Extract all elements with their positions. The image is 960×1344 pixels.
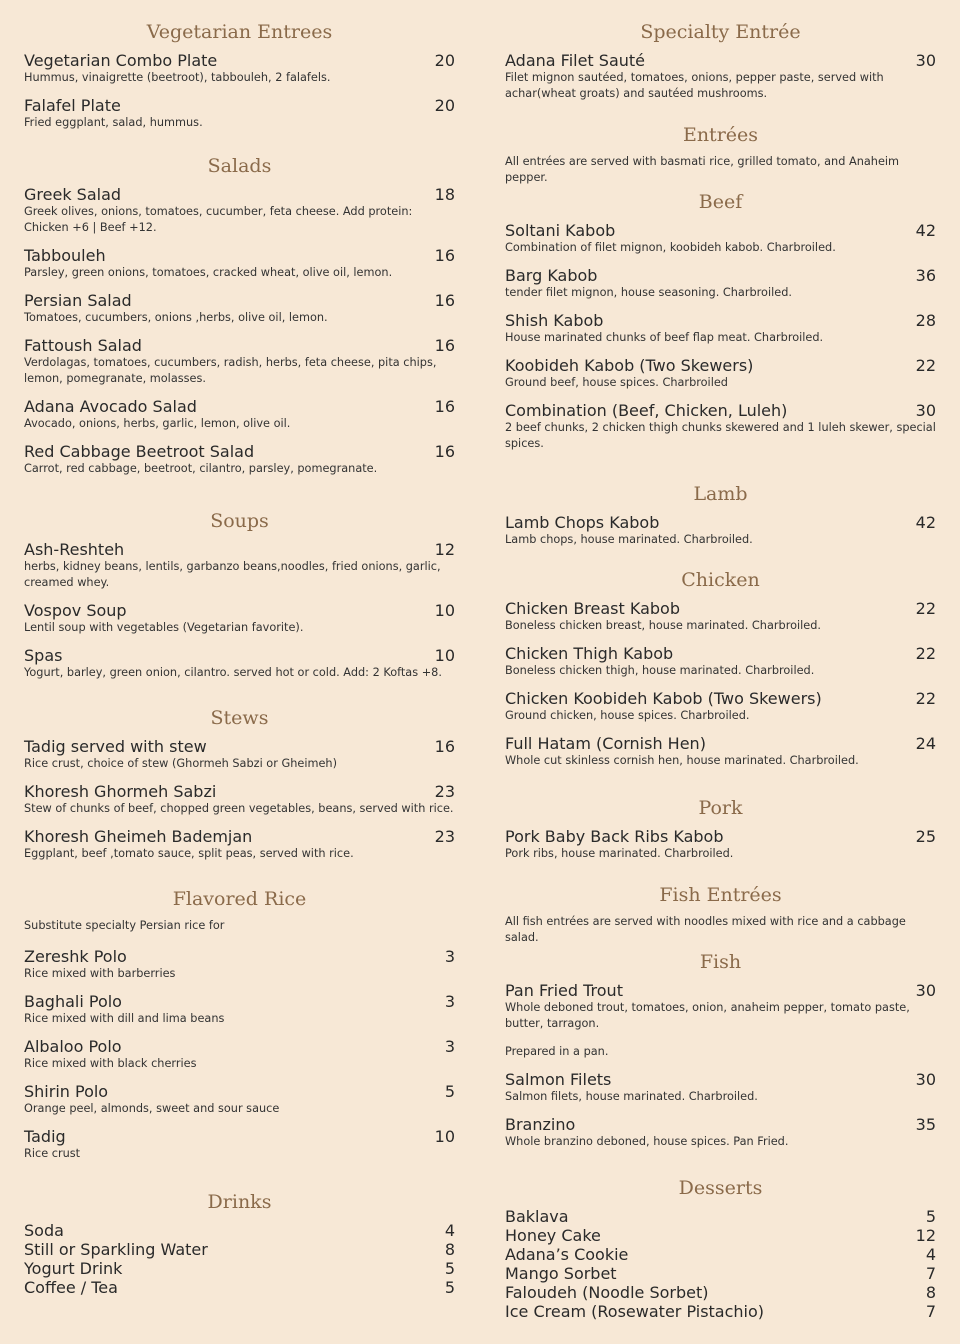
menu-item <box>505 1226 936 1245</box>
item-description: Rice mixed with dill and lima beans <box>24 1012 225 1025</box>
item-description: Whole branzino deboned, house spices. Pan Fried. <box>505 1135 789 1148</box>
item-description: Lamb chops, house marinated. Charbroiled. <box>505 533 753 546</box>
item-name: Baghali Polo <box>24 992 122 1011</box>
item-description: Rice crust <box>24 1147 81 1160</box>
item-name: Adana Avocado Salad <box>24 397 197 416</box>
menu-item <box>24 291 455 326</box>
menu-item <box>505 1070 936 1105</box>
section-vegetarian <box>24 20 455 141</box>
menu-item <box>24 1221 455 1240</box>
item-price: 23 <box>434 782 455 801</box>
item-price: 22 <box>915 644 936 663</box>
item-name: Mango Sorbet <box>505 1264 617 1283</box>
item-description: Parsley, green onions, tomatoes, cracked wheat, olive oil, lemon. <box>24 266 393 279</box>
menu-item <box>24 1082 455 1117</box>
item-name: Falafel Plate <box>24 96 121 115</box>
item-description: Fried eggplant, salad, hummus. <box>24 116 203 129</box>
item-description: herbs, kidney beans, lentils, garbanzo beans,noodles, fried onions, garlic, creamed whey. <box>24 560 441 589</box>
menu-item <box>24 1127 455 1162</box>
item-price: 3 <box>444 1037 455 1056</box>
menu-item <box>24 1278 455 1297</box>
item-price: 42 <box>915 221 936 240</box>
item-price: 30 <box>915 981 936 1000</box>
section-soups <box>24 509 455 691</box>
section-beef <box>505 190 936 462</box>
menu-item <box>505 1283 936 1302</box>
menu-item <box>505 599 936 634</box>
menu-item <box>505 401 936 452</box>
item-description: Pork ribs, house marinated. Charbroiled. <box>505 847 734 860</box>
item-name: Red Cabbage Beetroot Salad <box>24 442 255 461</box>
item-name: Barg Kabob <box>505 266 598 285</box>
item-description: Combination of filet mignon, koobideh kabob. Charbroiled. <box>505 241 836 254</box>
item-price: 12 <box>915 1226 936 1245</box>
section-fish <box>505 950 936 1160</box>
section-title: Lamb <box>693 483 748 505</box>
item-name: Adana Filet Sauté <box>505 51 646 70</box>
item-price: 5 <box>444 1082 455 1101</box>
item-price: 5 <box>444 1278 455 1297</box>
item-price: 28 <box>915 311 936 330</box>
item-name: Baklava <box>505 1207 569 1226</box>
section-note: Substitute specialty Persian rice for <box>24 919 225 932</box>
item-description: Whole cut skinless cornish hen, house marinated. Charbroiled. <box>505 754 859 767</box>
item-price: 10 <box>434 646 455 665</box>
section-title: Stews <box>210 707 269 729</box>
item-description: 2 beef chunks, 2 chicken thigh chunks skewered and 1 luleh skewer, special spices. <box>505 421 936 450</box>
item-name: Greek Salad <box>24 185 122 204</box>
menu-item <box>24 827 455 862</box>
item-price: 25 <box>915 827 936 846</box>
menu-item <box>24 540 455 591</box>
item-name: Lamb Chops Kabob <box>505 513 660 532</box>
menu-item <box>24 397 455 432</box>
section-flavored-rice <box>24 887 455 1172</box>
menu-item <box>505 266 936 301</box>
menu-item <box>24 646 455 681</box>
menu-item <box>24 737 455 772</box>
menu-item <box>505 1245 936 1264</box>
menu-item <box>505 311 936 346</box>
section-desserts <box>505 1176 936 1321</box>
item-name: Vospov Soup <box>24 601 127 620</box>
item-price: 35 <box>915 1115 936 1134</box>
item-name: Honey Cake <box>505 1226 601 1245</box>
item-description: Eggplant, beef ,tomato sauce, split peas, served with rice. <box>24 847 354 860</box>
item-price: 8 <box>444 1240 455 1259</box>
item-price: 5 <box>925 1207 936 1226</box>
section-title: Specialty Entrée <box>640 21 801 43</box>
item-name: Soda <box>24 1221 64 1240</box>
item-name: Tadig <box>24 1127 66 1146</box>
section-note: All entrées are served with basmati rice, grilled tomato, and Anaheim pepper. <box>505 155 900 184</box>
menu-item <box>24 947 455 982</box>
menu-item <box>24 96 455 131</box>
item-name: Pork Baby Back Ribs Kabob <box>505 827 724 846</box>
item-name: Vegetarian Combo Plate <box>24 51 218 70</box>
item-price: 7 <box>925 1264 936 1283</box>
menu-item <box>505 356 936 391</box>
section-title: Fish <box>699 951 742 973</box>
menu-item <box>505 51 936 102</box>
item-description: Filet mignon sautéed, tomatoes, onions, pepper paste, served with achar(wheat groats) and sautéed mushrooms. <box>505 71 884 100</box>
menu-item <box>505 513 936 548</box>
section-fish-entrees <box>505 883 936 946</box>
section-chicken <box>505 568 936 779</box>
menu-item <box>505 827 936 862</box>
menu-item <box>505 644 936 679</box>
menu-item <box>505 981 936 1060</box>
section-title: Entrées <box>682 124 759 146</box>
item-description: Verdolagas, tomatoes, cucumbers, radish, herbs, feta cheese, pita chips, lemon, pomegranate, molasses. <box>24 356 437 385</box>
menu-item <box>24 336 455 387</box>
item-name: Zereshk Polo <box>24 947 127 966</box>
item-description: Carrot, red cabbage, beetroot, cilantro, parsley, pomegranate. <box>24 462 378 475</box>
item-price: 4 <box>444 1221 455 1240</box>
menu-item <box>505 1207 936 1226</box>
item-price: 7 <box>925 1302 936 1321</box>
section-stews <box>24 706 455 872</box>
item-description: Rice mixed with barberries <box>24 967 176 980</box>
item-price: 5 <box>444 1259 455 1278</box>
item-name: Persian Salad <box>24 291 132 310</box>
item-name: Shirin Polo <box>24 1082 109 1101</box>
item-price: 20 <box>434 51 455 70</box>
item-price: 12 <box>434 540 455 559</box>
item-description: Rice mixed with black cherries <box>24 1057 197 1070</box>
section-title: Flavored Rice <box>172 888 307 910</box>
item-description: Salmon filets, house marinated. Charbroiled. <box>505 1090 758 1103</box>
section-title: Drinks <box>207 1191 272 1213</box>
item-name: Soltani Kabob <box>505 221 616 240</box>
item-price: 3 <box>444 992 455 1011</box>
section-drinks <box>24 1190 455 1297</box>
item-name: Yogurt Drink <box>24 1259 123 1278</box>
item-price: 16 <box>434 737 455 756</box>
section-salads <box>24 154 455 487</box>
item-name: Ice Cream (Rosewater Pistachio) <box>505 1302 765 1321</box>
section-title: Soups <box>210 510 269 532</box>
menu-item <box>505 689 936 724</box>
item-price: 10 <box>434 1127 455 1146</box>
item-name: Khoresh Ghormeh Sabzi <box>24 782 217 801</box>
item-description: Tomatoes, cucumbers, onions ,herbs, olive oil, lemon. <box>24 311 328 324</box>
item-name: Fattoush Salad <box>24 336 142 355</box>
item-name: Koobideh Kabob (Two Skewers) <box>505 356 754 375</box>
item-description: Yogurt, barley, green onion, cilantro. served hot or cold. Add: 2 Koftas +8. <box>24 666 442 679</box>
menu-item <box>24 1240 455 1259</box>
item-description: Whole deboned trout, tomatoes, onion, anaheim pepper, tomato paste, butter, tarragon. <box>505 1001 910 1030</box>
menu-item <box>505 1264 936 1283</box>
section-title: Pork <box>698 797 743 819</box>
item-price: 10 <box>434 601 455 620</box>
item-name: Still or Sparkling Water <box>24 1240 208 1259</box>
item-price: 22 <box>915 689 936 708</box>
item-name: Shish Kabob <box>505 311 604 330</box>
menu-item <box>505 1302 936 1321</box>
item-price: 16 <box>434 442 455 461</box>
item-price: 42 <box>915 513 936 532</box>
item-price: 4 <box>925 1245 936 1264</box>
item-name: Ash-Reshteh <box>24 540 125 559</box>
item-price: 16 <box>434 246 455 265</box>
item-name: Combination (Beef, Chicken, Luleh) <box>505 401 788 420</box>
item-name: Full Hatam (Cornish Hen) <box>505 734 706 753</box>
item-price: 24 <box>915 734 936 753</box>
section-entrees <box>505 123 936 186</box>
item-description: Boneless chicken thigh, house marinated. Charbroiled. <box>505 664 815 677</box>
menu-item <box>505 221 936 256</box>
item-price: 22 <box>915 356 936 375</box>
menu-item <box>24 992 455 1027</box>
item-name: Chicken Thigh Kabob <box>505 644 674 663</box>
item-description: Greek olives, onions, tomatoes, cucumber, feta cheese. Add protein: Chicken +6 | Beef +12. <box>24 205 413 234</box>
item-name: Chicken Koobideh Kabob (Two Skewers) <box>505 689 822 708</box>
item-description: House marinated chunks of beef flap meat. Charbroiled. <box>505 331 824 344</box>
section-title: Desserts <box>678 1177 763 1199</box>
item-name: Pan Fried Trout <box>505 981 623 1000</box>
menu-item <box>24 1259 455 1278</box>
section-title: Beef <box>698 191 743 213</box>
item-description: Boneless chicken breast, house marinated. Charbroiled. <box>505 619 821 632</box>
menu-item <box>24 246 455 281</box>
section-specialty <box>505 20 936 112</box>
item-price: 16 <box>434 291 455 310</box>
item-name: Faloudeh (Noodle Sorbet) <box>505 1283 709 1302</box>
item-price: 8 <box>925 1283 936 1302</box>
item-price: 18 <box>434 185 455 204</box>
item-name: Chicken Breast Kabob <box>505 599 680 618</box>
item-description: Hummus, vinaigrette (beetroot), tabbouleh, 2 falafels. <box>24 71 331 84</box>
item-name: Khoresh Gheimeh Bademjan <box>24 827 253 846</box>
item-description: Lentil soup with vegetables (Vegetarian favorite). <box>24 621 304 634</box>
item-price: 22 <box>915 599 936 618</box>
item-description: Avocado, onions, herbs, garlic, lemon, olive oil. <box>24 417 291 430</box>
menu-item <box>24 782 455 817</box>
menu-item <box>505 1115 936 1150</box>
item-name: Albaloo Polo <box>24 1037 122 1056</box>
item-name: Adana’s Cookie <box>505 1245 629 1264</box>
item-price: 30 <box>915 1070 936 1089</box>
item-price: 16 <box>434 397 455 416</box>
menu-item <box>24 1037 455 1072</box>
item-description: Ground chicken, house spices. Charbroiled. <box>505 709 750 722</box>
item-price: 30 <box>915 51 936 70</box>
menu-item <box>24 601 455 636</box>
menu-item <box>24 51 455 86</box>
item-name: Tabbouleh <box>24 246 106 265</box>
menu-item <box>505 734 936 769</box>
item-name: Coffee / Tea <box>24 1278 118 1297</box>
item-price: 16 <box>434 336 455 355</box>
item-description: Orange peel, almonds, sweet and sour sauce <box>24 1102 280 1115</box>
item-name: Spas <box>24 646 63 665</box>
item-description: tender filet mignon, house seasoning. Charbroiled. <box>505 286 792 299</box>
menu-item <box>24 442 455 477</box>
item-name: Salmon Filets <box>505 1070 612 1089</box>
section-note: All fish entrées are served with noodles mixed with rice and a cabbage salad. <box>505 915 906 944</box>
item-price: 20 <box>434 96 455 115</box>
item-price: 23 <box>434 827 455 846</box>
item-description: Stew of chunks of beef, chopped green vegetables, beans, served with rice. <box>24 802 454 815</box>
item-description-extra: Prepared in a pan. <box>505 1045 609 1058</box>
item-description: Rice crust, choice of stew (Ghormeh Sabzi or Gheimeh) <box>24 757 337 770</box>
item-price: 36 <box>915 266 936 285</box>
section-title: Fish Entrées <box>659 884 782 906</box>
section-lamb <box>505 482 936 558</box>
section-pork <box>505 796 936 872</box>
section-title: Vegetarian Entrees <box>146 21 333 43</box>
menu-item <box>24 185 455 236</box>
item-price: 30 <box>915 401 936 420</box>
section-title: Salads <box>207 155 272 177</box>
section-title: Chicken <box>681 569 760 591</box>
item-price: 3 <box>444 947 455 966</box>
item-name: Branzino <box>505 1115 576 1134</box>
item-name: Tadig served with stew <box>24 737 207 756</box>
item-description: Ground beef, house spices. Charbroiled <box>505 376 728 389</box>
